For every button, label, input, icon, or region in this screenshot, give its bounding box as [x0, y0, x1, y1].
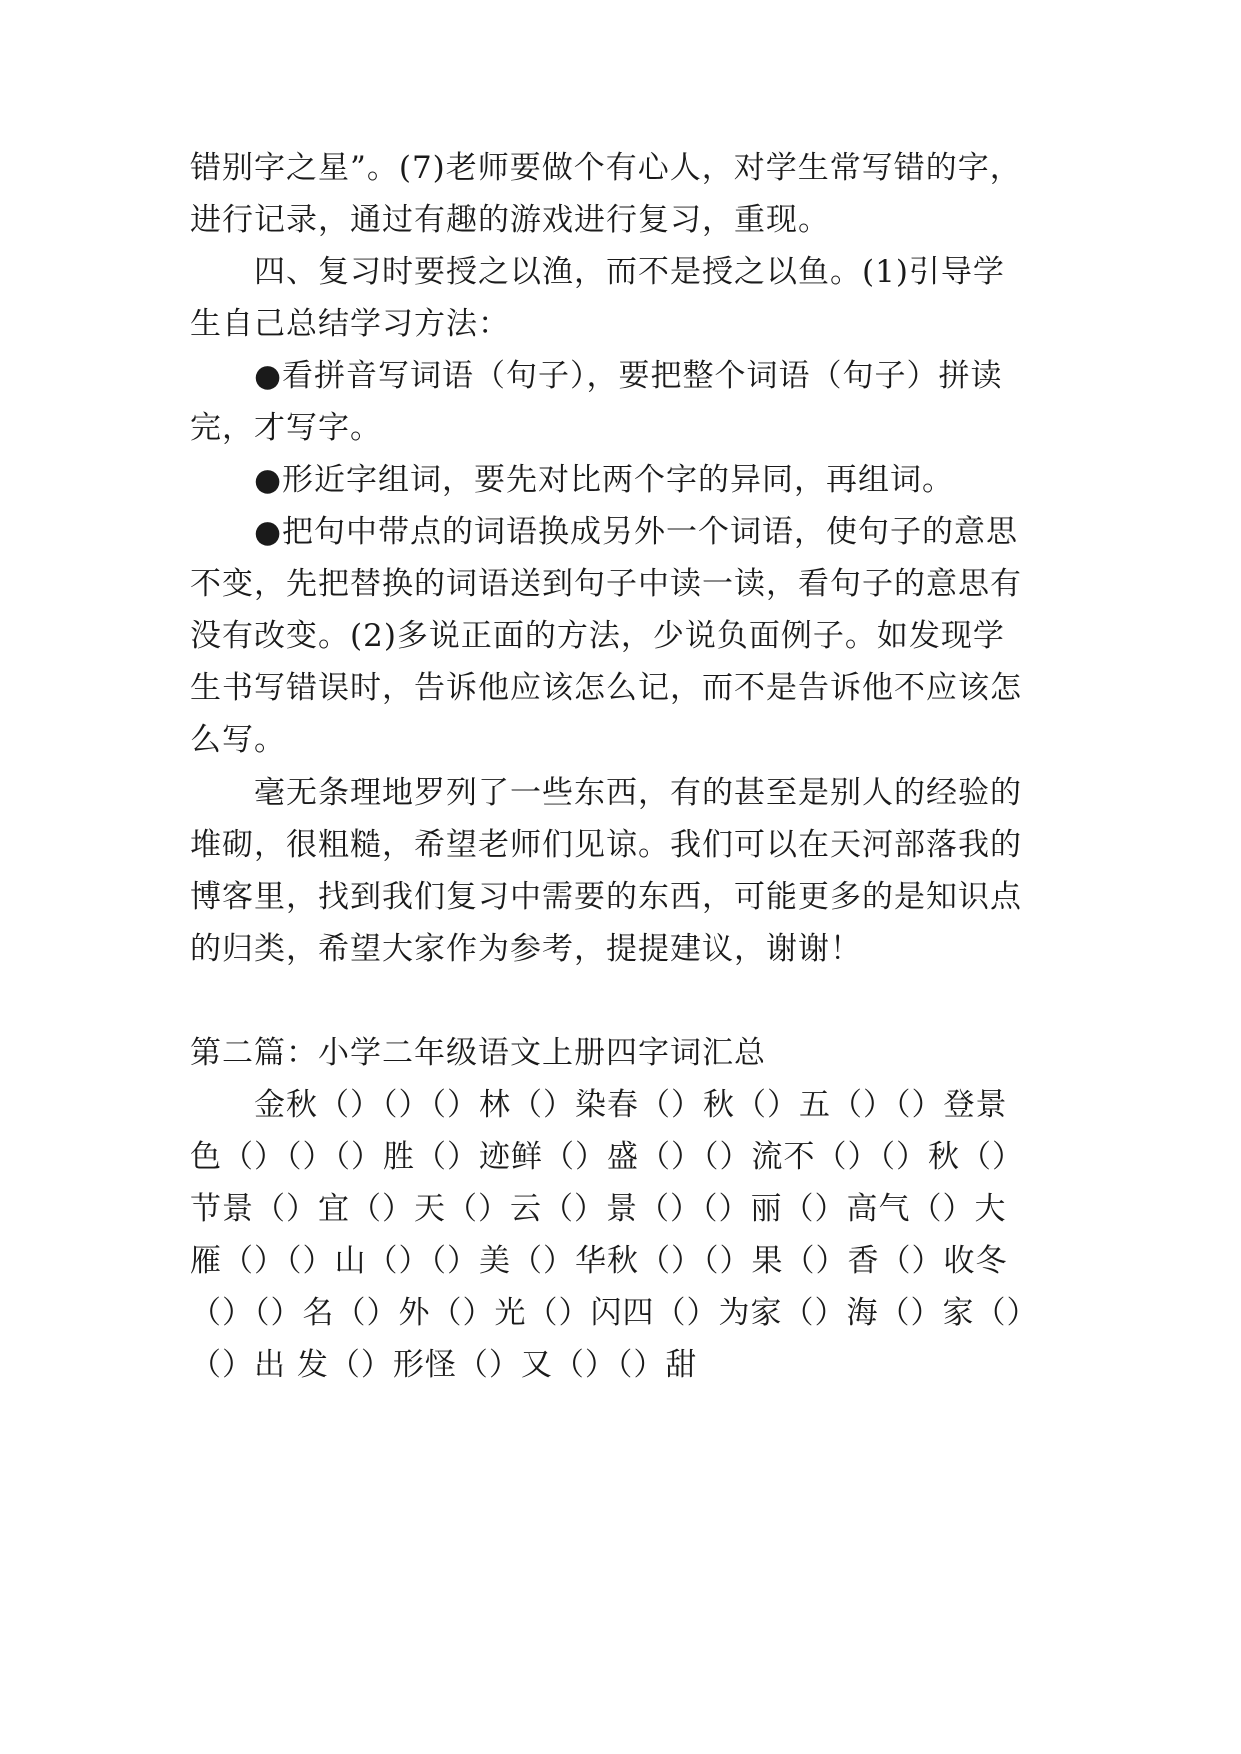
- word-list-line: 雁（）（）山（）（）美（）华秋（）（）果（）香（）收冬: [190, 1243, 1008, 1279]
- paragraph-line: 博客里，找到我们复习中需要的东西，可能更多的是知识点: [190, 879, 1022, 915]
- paragraph-line: 完，才写字。: [190, 410, 382, 446]
- word-list-line: （）（）名（）外（）光（）闪四（）为家（）海（）家（）: [190, 1295, 1039, 1331]
- paragraph-line: 错别字之星”。(7)老师要做个有心人，对学生常写错的字，: [190, 150, 1022, 186]
- paragraph-line: 四、复习时要授之以渔，而不是授之以鱼。(1)引导学: [254, 254, 1005, 290]
- bullet-line: ●看拼音写词语（句子），要把整个词语（句子）拼读: [254, 358, 1003, 394]
- bullet-line: ●形近字组词，要先对比两个字的异同，再组词。: [254, 462, 955, 498]
- word-list-line: 金秋（）（）（）林（）染春（）秋（）五（）（）登景: [254, 1087, 1008, 1123]
- paragraph-line: 的归类，希望大家作为参考，提提建议，谢谢！: [190, 931, 862, 967]
- paragraph-line: 生自己总结学习方法：: [190, 306, 510, 342]
- paragraph-line: 不变，先把替换的词语送到句子中读一读，看句子的意思有: [190, 566, 1022, 602]
- paragraph-line: 毫无条理地罗列了一些东西，有的甚至是别人的经验的: [254, 775, 1022, 811]
- paragraph-line: 生书写错误时，告诉他应该怎么记，而不是告诉他不应该怎: [190, 670, 1022, 706]
- section-heading: 第二篇：小学二年级语文上册四字词汇总: [190, 1035, 766, 1071]
- word-list-line: 节景（）宜（）天（）云（）景（）（）丽（）高气（）大: [190, 1191, 1007, 1227]
- paragraph-line: 进行记录，通过有趣的游戏进行复习，重现。: [190, 202, 830, 238]
- word-list-line: （）出 发（）形怪（）又（）（）甜: [190, 1347, 698, 1383]
- bullet-line: ●把句中带点的词语换成另外一个词语，使句子的意思: [254, 514, 1019, 550]
- word-list-line: 色（）（）（）胜（）迹鲜（）盛（）（）流不（）（）秋（）: [190, 1139, 1024, 1175]
- paragraph-line: 没有改变。(2)多说正面的方法，少说负面例子。如发现学: [190, 618, 1005, 654]
- paragraph-line: 么写。: [190, 722, 286, 758]
- paragraph-line: 堆砌，很粗糙，希望老师们见谅。我们可以在天河部落我的: [190, 827, 1022, 863]
